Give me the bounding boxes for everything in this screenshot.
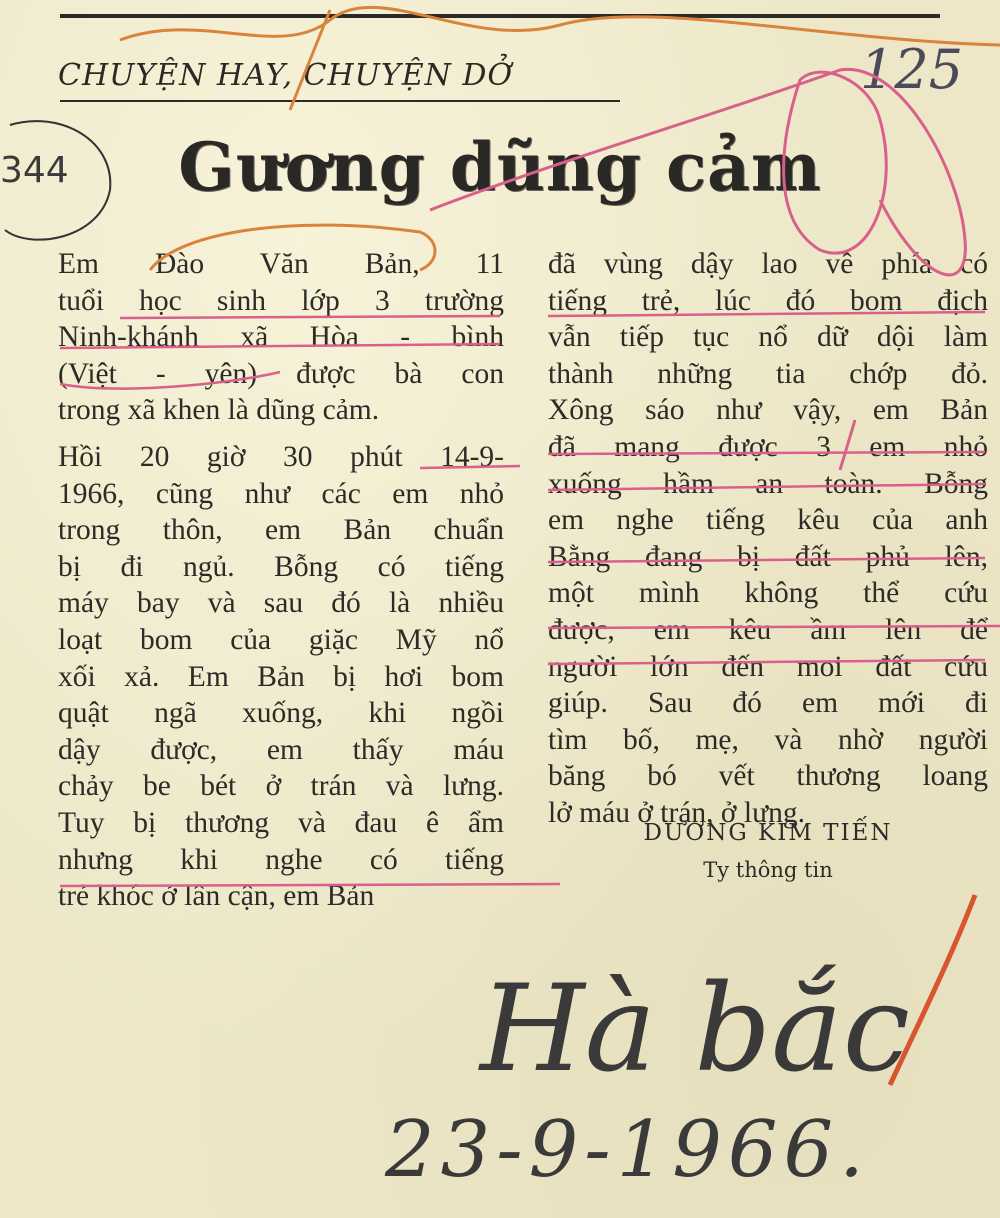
handwritten-date: 23-9-1966. bbox=[385, 1105, 870, 1195]
text-line: Xông sáo như vậy, em Bản bbox=[548, 394, 988, 427]
section-kicker: CHUYỆN HAY, CHUYỆN DỞ bbox=[58, 58, 514, 93]
text-line: băng bó vết thương loang bbox=[548, 760, 988, 793]
text-line: Bằng đang bị đất phủ lên, bbox=[548, 540, 988, 573]
paragraph-gap bbox=[58, 429, 504, 439]
byline: DƯƠNG KIM TIẾN bbox=[643, 820, 893, 846]
text-line: bị đi ngủ. Bỗng có tiếng bbox=[58, 550, 504, 583]
text-line: vẫn tiếp tục nổ dữ dội làm bbox=[548, 321, 988, 354]
article-headline: Gương dũng cảm bbox=[178, 128, 822, 206]
text-line: lở máu ở trán, ở lưng. bbox=[548, 796, 805, 829]
text-line: người lớn đến moi đất cứu bbox=[548, 650, 988, 683]
source-note: Ty thông tin bbox=[703, 858, 833, 882]
text-line: loạt bom của giặc Mỹ nổ bbox=[58, 623, 504, 656]
text-line: em nghe tiếng kêu của anh bbox=[548, 504, 988, 537]
text-line: một mình không thể cứu bbox=[548, 577, 988, 610]
text-line: tìm bố, mẹ, và nhờ người bbox=[548, 723, 988, 756]
text-line: Ninh-khánh xã Hòa - bình bbox=[58, 321, 504, 354]
text-line: trong thôn, em Bản chuẩn bbox=[58, 514, 504, 547]
right-column bbox=[548, 246, 988, 832]
text-line: (Việt - yên) được bà con bbox=[58, 357, 504, 390]
text-line: Em Đào Văn Bản, 11 bbox=[58, 248, 504, 280]
text-line: đã vùng dậy lao về phía có bbox=[548, 248, 988, 280]
text-line: Tuy bị thương và đau ê ẩm bbox=[58, 806, 504, 839]
handwritten-place: Hà bắc bbox=[480, 960, 910, 1099]
left-column bbox=[58, 246, 504, 915]
text-line: nhưng khi nghe có tiếng bbox=[58, 843, 504, 876]
page-number: 344 bbox=[0, 150, 69, 191]
text-line: Hồi 20 giờ 30 phút 14-9- bbox=[58, 440, 504, 473]
text-line: được, em kêu ầm lên để bbox=[548, 613, 988, 646]
text-line: xuống hầm an toàn. Bỗng bbox=[548, 467, 988, 500]
text-line: giúp. Sau đó em mới đi bbox=[548, 687, 988, 720]
text-line: đã mang được 3 em nhỏ bbox=[548, 430, 988, 463]
text-line: thành những tia chớp đỏ. bbox=[548, 357, 988, 390]
top-rule bbox=[60, 14, 940, 18]
text-line: trẻ khóc ở lân cận, em Bản bbox=[58, 880, 375, 913]
text-line: trong xã khen là dũng cảm. bbox=[58, 394, 380, 427]
text-line: dậy được, em thấy máu bbox=[58, 733, 504, 766]
text-line: máy bay và sau đó là nhiều bbox=[58, 587, 504, 620]
text-line: tuổi học sinh lớp 3 trường bbox=[58, 284, 504, 317]
text-line: xối xả. Em Bản bị hơi bom bbox=[58, 660, 504, 693]
kicker-underline bbox=[60, 100, 620, 102]
text-line: 1966, cũng như các em nhỏ bbox=[58, 477, 504, 510]
text-line: tiếng trẻ, lúc đó bom địch bbox=[548, 284, 988, 317]
text-line: chảy be bét ở trán và lưng. bbox=[58, 770, 504, 803]
corner-note: 125 bbox=[860, 38, 964, 101]
text-line: quật ngã xuống, khi ngồi bbox=[58, 697, 504, 730]
